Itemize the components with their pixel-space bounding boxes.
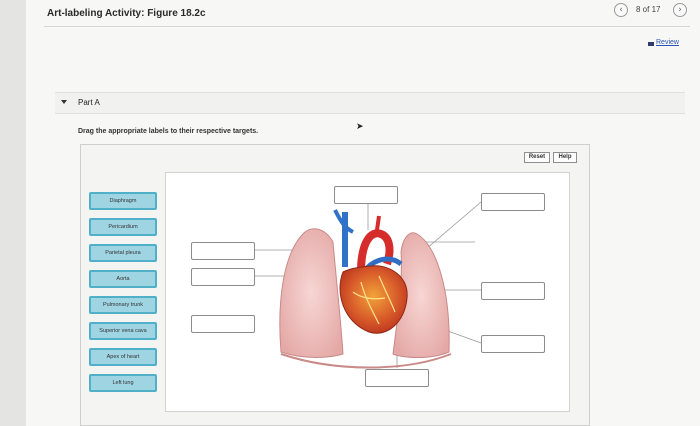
activity-title: Art-labeling Activity: Figure 18.2c <box>47 8 206 19</box>
draggable-label[interactable]: Superior vena cava <box>89 322 157 340</box>
heart-shape <box>340 266 407 333</box>
drop-target[interactable] <box>365 369 429 387</box>
help-button[interactable]: Help <box>553 152 577 163</box>
part-label[interactable]: Part A <box>78 98 100 107</box>
drop-target[interactable] <box>191 242 255 260</box>
drop-target[interactable] <box>191 315 255 333</box>
previous-item-button[interactable]: ‹ <box>614 3 628 17</box>
drop-target[interactable] <box>481 282 545 300</box>
item-position: 8 of 17 <box>636 5 661 14</box>
review-link[interactable]: Review <box>656 39 679 46</box>
draggable-label[interactable]: Left lung <box>89 374 157 392</box>
draggable-label[interactable]: Aorta <box>89 270 157 288</box>
review-icon[interactable] <box>648 42 654 46</box>
reset-button[interactable]: Reset <box>524 152 550 163</box>
drop-target[interactable] <box>481 335 545 353</box>
header-divider <box>44 26 690 27</box>
draggable-label[interactable]: Diaphragm <box>89 192 157 210</box>
instruction-text: Drag the appropriate labels to their respective targets. <box>78 128 259 135</box>
label-bank <box>89 187 161 397</box>
collapse-caret-icon[interactable] <box>61 100 67 104</box>
draggable-label[interactable]: Pulmonary trunk <box>89 296 157 314</box>
draggable-label[interactable]: Apex of heart <box>89 348 157 366</box>
mouse-cursor-icon: ➤ <box>356 121 364 131</box>
next-item-button[interactable]: › <box>673 3 687 17</box>
draggable-label[interactable]: Parietal pleura <box>89 244 157 262</box>
right-lung-shape <box>280 229 343 358</box>
drop-target[interactable] <box>191 268 255 286</box>
part-a-header[interactable] <box>55 92 685 114</box>
drop-target[interactable] <box>334 186 398 204</box>
draggable-label[interactable]: Pericardium <box>89 218 157 236</box>
drop-target[interactable] <box>481 193 545 211</box>
window-left-strip <box>0 0 26 426</box>
